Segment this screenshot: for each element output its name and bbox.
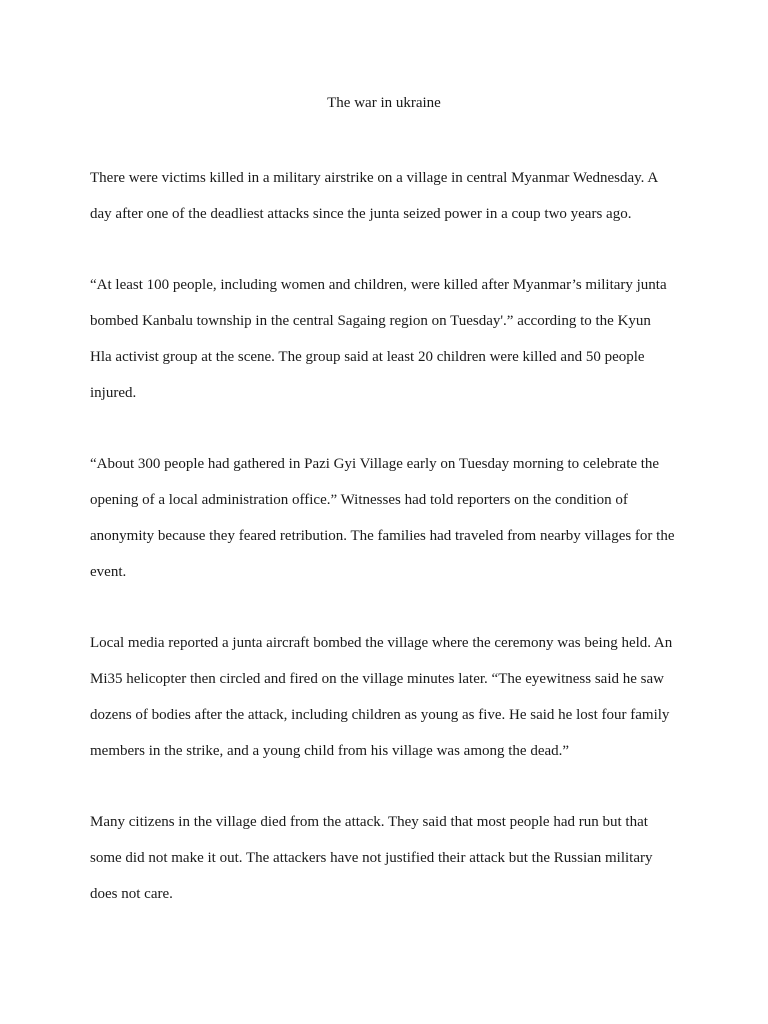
- paragraph-4: [90, 625, 690, 769]
- paragraph-1: [90, 160, 690, 232]
- paragraph-line: injured.: [90, 385, 137, 401]
- paragraph-line: some did not make it out. The attackers have not justified their attack but the Russian military: [90, 850, 653, 866]
- paragraph-3: [90, 446, 690, 590]
- paragraph-line: Local media reported a junta aircraft bombed the village where the ceremony was being held. An: [90, 635, 673, 651]
- document-body: [90, 160, 690, 947]
- paragraph-line: dozens of bodies after the attack, including children as young as five. He said he lost four family: [90, 707, 670, 723]
- paragraph-line: Many citizens in the village died from the attack. They said that most people had run but that: [90, 814, 648, 830]
- paragraph-line: day after one of the deadliest attacks since the junta seized power in a coup two years ago.: [90, 206, 632, 222]
- paragraph-line: members in the strike, and a young child from his village was among the dead.”: [90, 743, 570, 759]
- paragraph-line: anonymity because they feared retribution. The families had traveled from nearby villages for the: [90, 528, 675, 544]
- paragraph-line: There were victims killed in a military airstrike on a village in central Myanmar Wednesday. A: [90, 170, 659, 186]
- paragraph-line: Hla activist group at the scene. The group said at least 20 children were killed and 50 people: [90, 349, 645, 365]
- paragraph-line: “At least 100 people, including women and children, were killed after Myanmar’s military junta: [90, 277, 667, 293]
- paragraph-line: event.: [90, 564, 127, 580]
- paragraph-line: does not care.: [90, 886, 173, 902]
- document-title: The war in ukraine: [327, 95, 441, 111]
- paragraph-2: [90, 267, 690, 411]
- paragraph-line: bombed Kanbalu township in the central Sagaing region on Tuesday'.” according to the Kyun: [90, 313, 651, 329]
- paragraph-5: [90, 804, 690, 912]
- paragraph-line: opening of a local administration office.” Witnesses had told reporters on the condition of: [90, 492, 628, 508]
- paragraph-line: Mi35 helicopter then circled and fired on the village minutes later. “The eyewitness said he saw: [90, 671, 664, 687]
- paragraph-line: “About 300 people had gathered in Pazi Gyi Village early on Tuesday morning to celebrate the: [90, 456, 660, 472]
